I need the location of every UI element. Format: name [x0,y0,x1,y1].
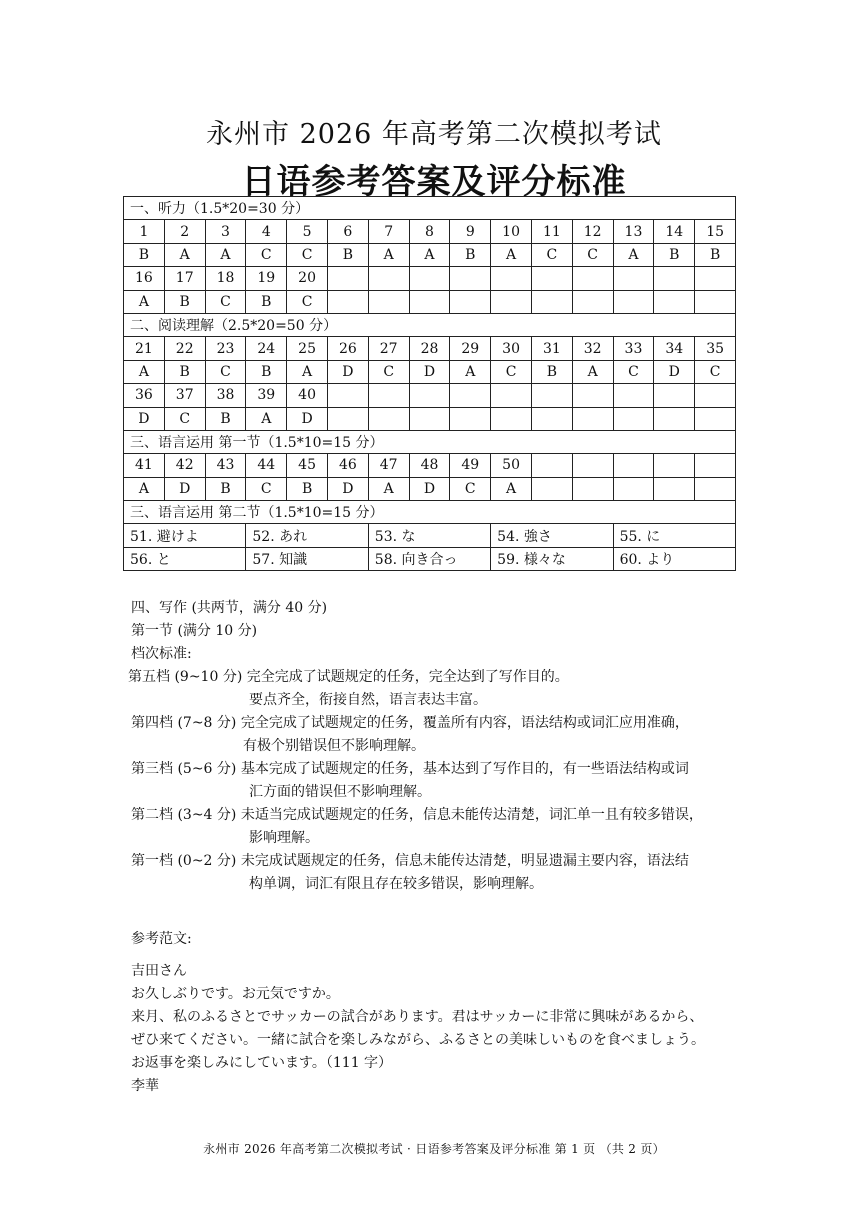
grade-2-line2: 影响理解。 [249,830,319,846]
empty-cell [531,290,572,313]
answer-cell: B [246,360,287,383]
empty-cell [491,267,532,290]
question-number: 13 [613,220,654,243]
empty-cell [491,407,532,430]
empty-cell [613,267,654,290]
writing-section [128,597,751,1098]
fill-answer-cell: 58. 向き合っ [368,547,490,570]
answer-cell: A [491,243,532,266]
fill-answer-cell: 53. な [368,524,490,547]
sample-label: 参考范文: [131,931,192,947]
answer-cell: C [572,243,613,266]
answer-cell: D [164,477,205,500]
answer-cell: D [409,360,450,383]
question-number: 23 [205,337,246,360]
answer-cell: B [246,290,287,313]
question-number: 29 [450,337,491,360]
grade-4-line1: 第四档 (7~8 分) 完全完成了试题规定的任务，覆盖所有内容，语法结构或词汇应用准确， [131,715,689,731]
empty-cell [613,477,654,500]
empty-cell [695,407,736,430]
language-use-2-heading: 三、语言运用 第二节（1.5*10=15 分） [124,501,736,524]
sample-line: ぜひ来てください。一緒に試合を楽しみながら、ふるさとの美味しいものを食べましょう。 [131,1032,705,1048]
answer-cell: C [246,243,287,266]
answer-cell: B [124,243,165,266]
question-number: 33 [613,337,654,360]
empty-cell [327,267,368,290]
language-use-1-heading: 三、语言运用 第一节（1.5*10=15 分） [124,430,736,453]
answer-cell: A [409,243,450,266]
question-number: 5 [287,220,328,243]
writing-section-title: 第一节 (满分 10 分) [131,623,258,639]
question-number: 8 [409,220,450,243]
question-number: 28 [409,337,450,360]
sample-line: お返事を楽しみにしています。（111 字） [131,1055,393,1071]
answer-cell: A [124,477,165,500]
question-number: 15 [695,220,736,243]
question-number: 45 [287,454,328,477]
question-number: 3 [205,220,246,243]
writing-heading: 四、写作 (共两节，满分 40 分) [131,600,328,616]
empty-cell [368,407,409,430]
answer-cell: A [491,477,532,500]
answer-cell: C [531,243,572,266]
question-number: 10 [491,220,532,243]
empty-cell [409,290,450,313]
answer-cell: B [205,407,246,430]
empty-cell [531,267,572,290]
listening-heading: 一、听力（1.5*20=30 分） [124,197,736,220]
answer-cell: B [695,243,736,266]
sample-greeting: 吉田さん [131,963,187,979]
question-number: 38 [205,384,246,407]
empty-cell [368,384,409,407]
fill-answer-cell: 51. 避けよ [124,524,246,547]
empty-cell [327,384,368,407]
question-number: 20 [287,267,328,290]
empty-cell [654,384,695,407]
sample-line: お久しぶりです。お元気ですか。 [131,986,340,1002]
answer-cell: A [613,243,654,266]
question-number: 9 [450,220,491,243]
fill-answer-cell: 60. より [613,547,736,570]
question-number: 14 [654,220,695,243]
question-number: 1 [124,220,165,243]
answer-cell: C [491,360,532,383]
question-number: 2 [164,220,205,243]
question-number: 11 [531,220,572,243]
answer-cell: A [164,243,205,266]
grade-1-line1: 第一档 (0~2 分) 未完成试题规定的任务，信息未能传达清楚，明显遗漏主要内容，语法结 [131,853,689,869]
question-number: 27 [368,337,409,360]
question-number: 34 [654,337,695,360]
question-number: 21 [124,337,165,360]
question-number: 43 [205,454,246,477]
question-number: 47 [368,454,409,477]
question-number: 16 [124,267,165,290]
empty-cell [409,267,450,290]
fill-answer-cell: 54. 強さ [491,524,613,547]
empty-cell [491,290,532,313]
empty-cell [327,290,368,313]
answer-cell: A [450,360,491,383]
question-number: 42 [164,454,205,477]
answer-cell: B [654,243,695,266]
fill-answer-cell: 59. 様々な [491,547,613,570]
question-number: 25 [287,337,328,360]
question-number: 37 [164,384,205,407]
answer-cell: C [613,360,654,383]
answer-cell: C [287,243,328,266]
fill-answer-cell: 55. に [613,524,736,547]
sample-signature: 李華 [131,1078,159,1094]
fill-answer-cell: 56. と [124,547,246,570]
grade-5-line1: 第五档 (9~10 分) 完全完成了试题规定的任务，完全达到了写作目的。 [128,669,569,685]
answer-cell: C [450,477,491,500]
answer-cell: C [205,290,246,313]
empty-cell [531,407,572,430]
question-number: 32 [572,337,613,360]
criteria-label: 档次标准: [131,646,192,662]
sample-line: 来月、私のふるさとでサッカーの試合があります。君はサッカーに非常に興味があるから、 [131,1009,704,1025]
fill-answer-cell: 57. 知識 [246,547,368,570]
answer-cell: C [205,360,246,383]
answer-cell: A [205,243,246,266]
question-number: 36 [124,384,165,407]
empty-cell [409,407,450,430]
question-number: 39 [246,384,287,407]
empty-cell [613,407,654,430]
empty-cell [654,290,695,313]
empty-cell [572,407,613,430]
empty-cell [409,384,450,407]
grade-5-line2: 要点齐全，衔接自然，语言表达丰富。 [249,692,487,708]
answer-cell: A [287,360,328,383]
empty-cell [531,477,572,500]
question-number: 22 [164,337,205,360]
grade-3-line2: 汇方面的错误但不影响理解。 [249,784,431,800]
question-number: 46 [327,454,368,477]
empty-cell [450,267,491,290]
empty-cell [695,267,736,290]
question-number: 31 [531,337,572,360]
question-number: 44 [246,454,287,477]
question-number: 41 [124,454,165,477]
fill-answer-cell: 52. あれ [246,524,368,547]
answer-cell: C [695,360,736,383]
answer-cell: C [164,407,205,430]
answer-cell: C [368,360,409,383]
empty-cell [695,454,736,477]
empty-cell [654,477,695,500]
page-footer: 永州市 2026 年高考第二次模拟考试 · 日语参考答案及评分标准 第 1 页 （共 2 页） [203,1142,665,1156]
question-number: 24 [246,337,287,360]
question-number: 35 [695,337,736,360]
answer-cell: B [205,477,246,500]
empty-cell [613,384,654,407]
grade-3-line1: 第三档 (5~6 分) 基本完成了试题规定的任务，基本达到了写作目的，有一些语法结构或词 [131,761,689,777]
answer-cell: A [572,360,613,383]
reading-heading: 二、阅读理解（2.5*20=50 分） [124,313,736,336]
grade-1-line2: 构单调，词汇有限且存在较多错误，影响理解。 [249,876,543,892]
empty-cell [654,267,695,290]
answer-cell: C [246,477,287,500]
answer-table [123,196,736,571]
empty-cell [491,384,532,407]
answer-cell: B [531,360,572,383]
question-number: 7 [368,220,409,243]
answer-cell: D [327,477,368,500]
question-number: 19 [246,267,287,290]
answer-cell: B [164,290,205,313]
answer-cell: A [368,477,409,500]
empty-cell [450,290,491,313]
answer-cell: B [287,477,328,500]
empty-cell [531,454,572,477]
answer-cell: C [287,290,328,313]
answer-cell: D [654,360,695,383]
question-number: 6 [327,220,368,243]
answer-cell: A [124,290,165,313]
empty-cell [613,290,654,313]
document-title: 日语参考答案及评分标准 [241,162,627,202]
answer-cell: A [246,407,287,430]
answer-cell: B [327,243,368,266]
answer-cell: A [124,360,165,383]
empty-cell [695,477,736,500]
empty-cell [450,384,491,407]
question-number: 48 [409,454,450,477]
empty-cell [695,290,736,313]
empty-cell [572,384,613,407]
question-number: 18 [205,267,246,290]
empty-cell [572,477,613,500]
empty-cell [572,267,613,290]
answer-cell: B [164,360,205,383]
answer-cell: D [287,407,328,430]
exam-title: 永州市 2026 年高考第二次模拟考试 [206,119,662,150]
empty-cell [572,290,613,313]
empty-cell [450,407,491,430]
answer-cell: A [368,243,409,266]
answer-cell: B [450,243,491,266]
empty-cell [327,407,368,430]
question-number: 4 [246,220,287,243]
question-number: 50 [491,454,532,477]
empty-cell [654,454,695,477]
empty-cell [368,290,409,313]
answer-cell: D [124,407,165,430]
answer-cell: D [409,477,450,500]
empty-cell [613,454,654,477]
grade-2-line1: 第二档 (3~4 分) 未适当完成试题规定的任务，信息未能传达清楚，词汇单一且有较多错误， [131,807,703,823]
empty-cell [368,267,409,290]
empty-cell [654,407,695,430]
empty-cell [531,384,572,407]
question-number: 26 [327,337,368,360]
question-number: 49 [450,454,491,477]
question-number: 30 [491,337,532,360]
empty-cell [695,384,736,407]
question-number: 40 [287,384,328,407]
question-number: 17 [164,267,205,290]
empty-cell [572,454,613,477]
grade-4-line2: 有极个别错误但不影响理解。 [243,738,425,754]
question-number: 12 [572,220,613,243]
answer-cell: D [327,360,368,383]
